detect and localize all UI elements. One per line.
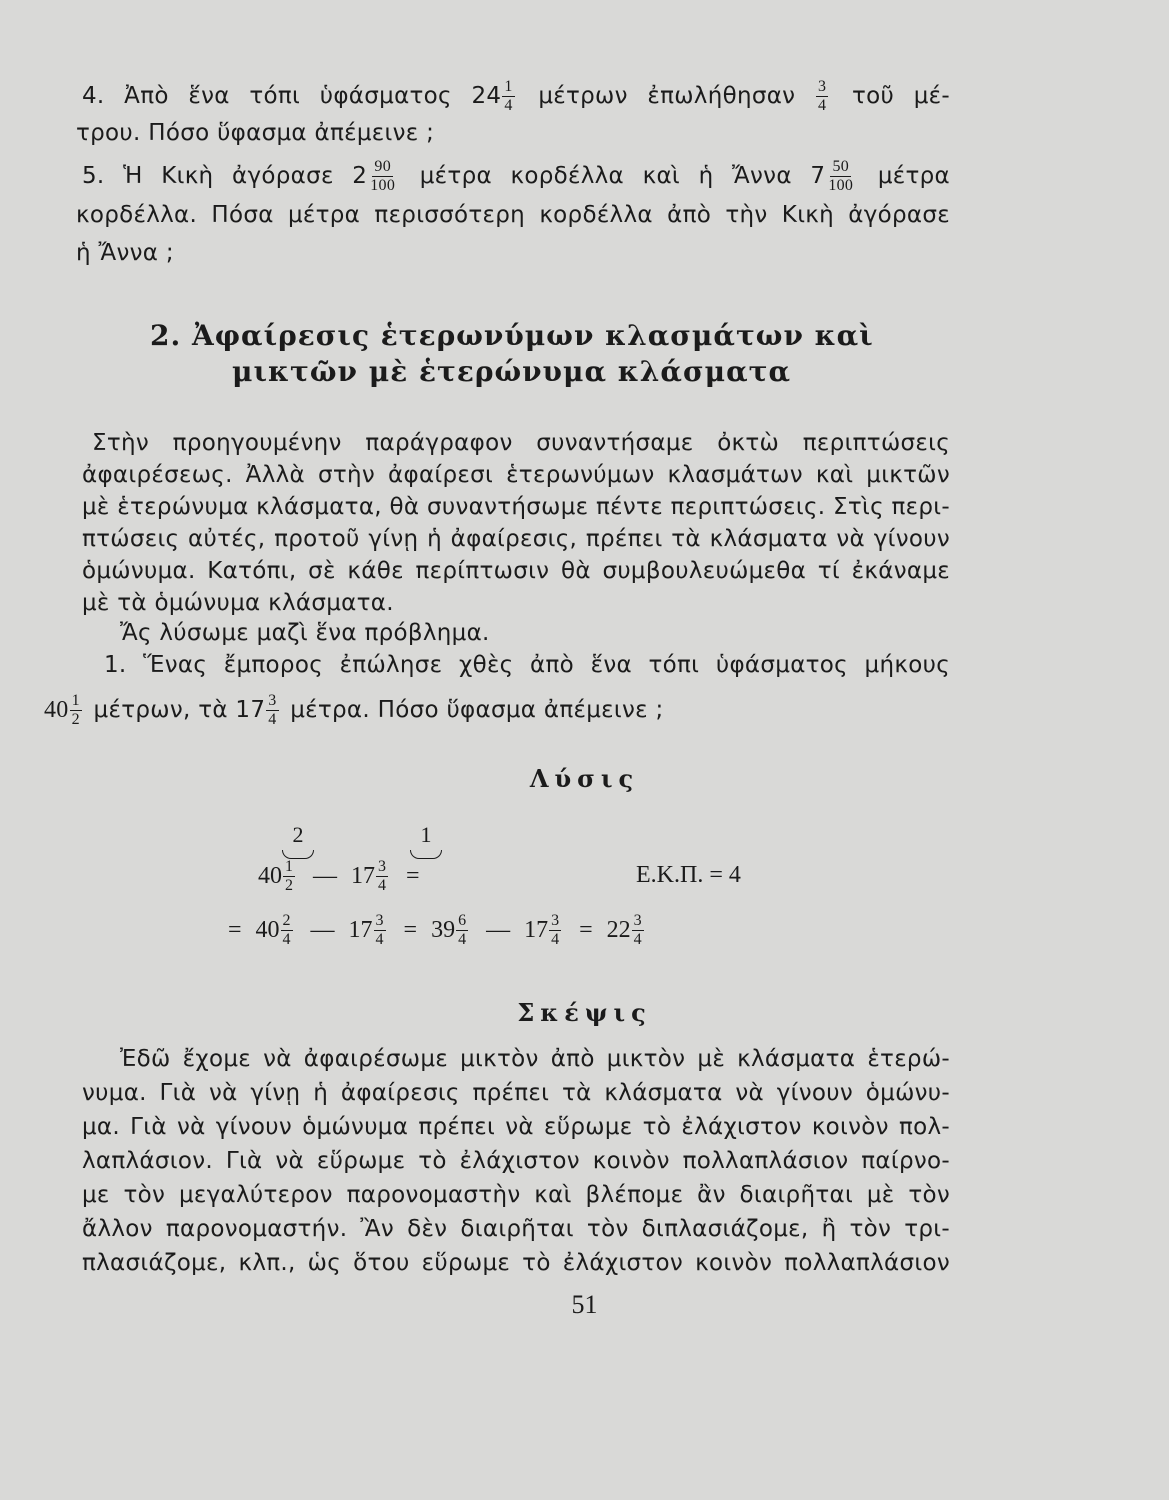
fraction: $\frac{3}{4}$ (378, 858, 386, 894)
problem-4-line-2: τρου. Πόσο ὕφασμα ἀπέμεινε ; (76, 120, 435, 146)
multiplier-second: 1 (406, 822, 446, 859)
solution-row-1: 40 $\frac{1}{2}$ — 17 $\frac{3}{4}$ = (258, 858, 420, 894)
fraction: $\frac{90}{100}$ (370, 158, 396, 194)
fraction: $\frac{3}{4}$ (633, 912, 642, 948)
intro-line-5: ὁμώνυμα. Κατόπι, σὲ κάθε περίπτωσιν θὰ συμβουλευώμεθα τί ἐκάναμε (82, 558, 950, 584)
section-title-line-1: 2. Ἀφαίρεσις ἑτερωνύμων κλασμάτων καὶ (150, 319, 874, 352)
fraction: $\frac{1}{2}$ (71, 692, 80, 728)
problem-5-line-3: ἡ Ἄννα ; (76, 240, 174, 266)
multiplier-first: 2 (278, 822, 318, 859)
intro-line-4: πτώσεις αὐτές, προτοῦ γίνῃ ἡ ἀφαίρεσις, πρέπει τὰ κλάσματα νὰ γίνουν (82, 526, 950, 552)
problem-1-line-2: 40 $\frac{1}{2}$ μέτρων, τὰ 17 $\frac{3}{4}$ μέτρα. Πόσο ὕφασμα ἀπέμεινε ; (44, 692, 664, 728)
fraction: $\frac{1}{2}$ (285, 858, 293, 894)
problem-5-line-2: κορδέλλα. Πόσα μέτρα περισσότερη κορδέλλα ἀπὸ τὴν Κικὴ ἀγόρασε (76, 202, 950, 228)
intro-line-6: μὲ τὰ ὁμώνυμα κλάσματα. (82, 590, 394, 616)
problem-5-line-1: 5. Ἡ Κικὴ ἀγόρασε 2 $\frac{90}{100}$ μέτρα κορδέλλα καὶ ἡ Ἄννα 7 $\frac{50}{100}$ μέτρα (82, 158, 950, 194)
intro-line-2: ἀφαιρέσεως. Ἀλλὰ στὴν ἀφαίρεσι ἑτερωνύμων κλασμάτων καὶ μικτῶν (82, 462, 950, 488)
thought-line-1: Ἐδῶ ἔχομε νὰ ἀφαιρέσωμε μικτὸν ἀπὸ μικτὸν μὲ κλάσματα ἑτερώ- (120, 1046, 950, 1072)
intro-line-3: μὲ ἑτερώνυμα κλάσματα, θὰ συναντήσωμε πέντε περιπτώσεις. Στὶς περι- (82, 494, 950, 520)
intro-line-1: Στὴν προηγουμένην παράγραφον συναντήσαμε ὀκτὼ περιπτώσεις (92, 430, 950, 456)
thought-line-6: ἄλλον παρονομαστήν. Ἂν δὲν διαιρῆται τὸν διπλασιάζομε, ἢ τὸν τρι- (82, 1216, 950, 1242)
lets-solve: Ἄς λύσωμε μαζὶ ἕνα πρόβλημα. (120, 620, 490, 646)
solution-row-2: = 40 $\frac{2}{4}$ — 17 $\frac{3}{4}$ = 39 $\frac{6}{4}$ — 17 $\frac{3}{4}$ = 22 $\frac{3}{4}$ (228, 912, 642, 948)
fraction: $\frac{3}{4}$ (551, 912, 560, 948)
solution-heading: Λύσις (529, 764, 640, 793)
fraction: $\frac{50}{100}$ (828, 158, 854, 194)
thought-line-4: λαπλάσιον. Γιὰ νὰ εὕρωμε τὸ ἐλάχιστον κοινὸν πολλαπλάσιον παίρνο- (82, 1148, 950, 1174)
section-title-line-2: μικτῶν μὲ ἑτερώνυμα κλάσματα (232, 355, 792, 388)
page-number: 51 (571, 1290, 598, 1319)
fraction: $\frac{3}{4}$ (268, 692, 277, 728)
fraction: $\frac{6}{4}$ (458, 912, 467, 948)
fraction: $\frac{1}{4}$ (504, 78, 513, 114)
problem-1-line-1: 1. Ἕνας ἔμπορος ἐπώλησε χθὲς ἀπὸ ἕνα τόπι ὑφάσματος μήκους (104, 652, 950, 678)
thought-line-5: με τὸν μεγαλύτερον παρονομαστὴν καὶ βλέπομε ἂν διαιρῆται μὲ τὸν (82, 1182, 950, 1208)
fraction: $\frac{3}{4}$ (375, 912, 384, 948)
lcm-note: Ε.Κ.Π. = 4 (636, 862, 741, 888)
thought-heading: Σκέψις (517, 998, 652, 1027)
fraction: $\frac{2}{4}$ (282, 912, 291, 948)
thought-line-2: νυμα. Γιὰ νὰ γίνῃ ἡ ἀφαίρεσις πρέπει τὰ κλάσματα νὰ γίνουν ὁμώνυ- (82, 1080, 950, 1106)
problem-4-line-1: 4. Ἀπὸ ἕνα τόπι ὑφάσματος 24 $\frac{1}{4}$ μέτρων ἐπωλήθησαν $\frac{3}{4}$ τοῦ μέ- (82, 78, 950, 114)
fraction: $\frac{3}{4}$ (817, 78, 827, 114)
thought-line-7: πλασιάζομε, κλπ., ὡς ὅτου εὕρωμε τὸ ἐλάχιστον κοινὸν πολλαπλάσιον (82, 1250, 950, 1276)
thought-line-3: μα. Γιὰ νὰ γίνουν ὁμώνυμα πρέπει νὰ εὕρωμε τὸ ἐλάχιστον κοινὸν πολ- (82, 1114, 950, 1140)
